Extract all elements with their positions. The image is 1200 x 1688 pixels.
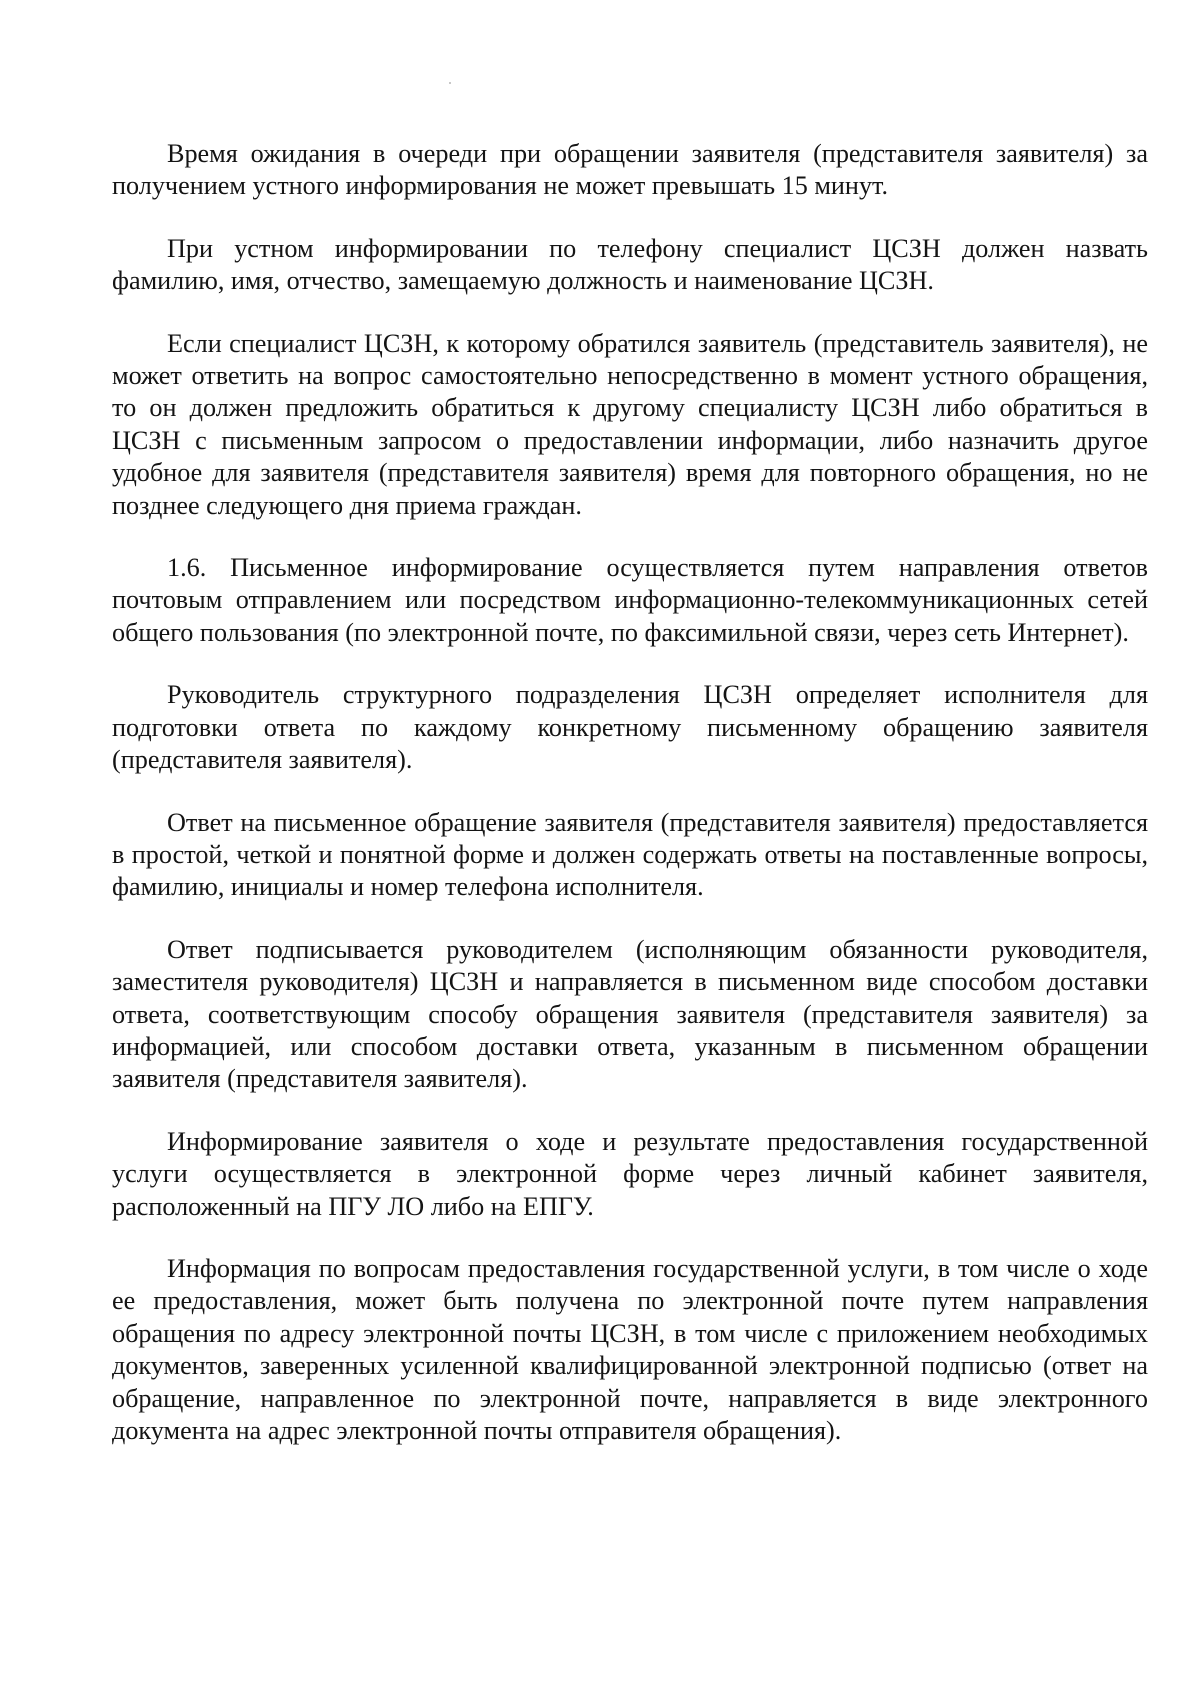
paragraph-written-informing: 1.6. Письменное информирование осуществляется путем направления ответов почтовым отправлением или посредством информационно-телекоммуникационных сетей общего пользования (по электронной почте, по факсимильной связи, через сеть Интернет). (112, 553, 1148, 647)
paragraph-queue-wait-time: Время ожидания в очереди при обращении заявителя (представителя заявителя) за получением устного информирования не может превышать 15 минут. (112, 139, 1148, 201)
paragraph-electronic-informing: Информирование заявителя о ходе и результате предоставления государственной услуги осуществляется в электронной форме через личный кабинет заявителя, расположенный на ПГУ ЛО либо на ЕПГУ. (112, 1126, 1148, 1221)
paragraph-specialist-cannot-answer: Если специалист ЦСЗН, к которому обратился заявитель (представитель заявителя), не может ответить на вопрос самостоятельно непосредственно в момент устного обращения, то он должен предложить обратиться к другому специалисту ЦСЗН либо обратиться в ЦСЗН с письменным запросом о предоставлении информации, либо назначить другое удобное для заявителя (представителя заявителя) время для повторного обращения, но не позднее следующего дня приема граждан. (112, 328, 1148, 520)
paragraph-answer-signing: Ответ подписывается руководителем (исполняющим обязанности руководителя, заместителя руководителя) ЦСЗН и направляется в письменном виде способом доставки ответа, соответствующим способу обращения заявителя (представителя заявителя) за информацией, или способом доставки ответа, указанным в письменном обращении заявителя (представителя заявителя). (112, 934, 1148, 1094)
paragraph-answer-form: Ответ на письменное обращение заявителя (представителя заявителя) предоставляется в простой, четкой и понятной форме и должен содержать ответы на поставленные вопросы, фамилию, инициалы и номер телефона исполнителя. (112, 807, 1148, 902)
paragraph-email-information: Информация по вопросам предоставления государственной услуги, в том числе о ходе ее предоставления, может быть получена по электронной почте путем направления обращения по адресу электронной почты ЦСЗН, в том числе с приложением необходимых документов, заверенных усиленной квалифицированной электронной подписью (ответ на обращение, направленное по электронной почте, направляется в виде электронного документа на адрес электронной почты отправителя обращения). (112, 1253, 1148, 1445)
document-body (112, 138, 1148, 1477)
paragraph-head-assigns-executor: Руководитель структурного подразделения ЦСЗН определяет исполнителя для подготовки ответа по каждому конкретному письменному обращению заявителя (представителя заявителя). (112, 680, 1148, 775)
paragraph-phone-informing: При устном информировании по телефону специалист ЦСЗН должен назвать фамилию, имя, отчество, замещаемую должность и наименование ЦСЗН. (112, 233, 1148, 296)
scan-speck (449, 82, 451, 84)
